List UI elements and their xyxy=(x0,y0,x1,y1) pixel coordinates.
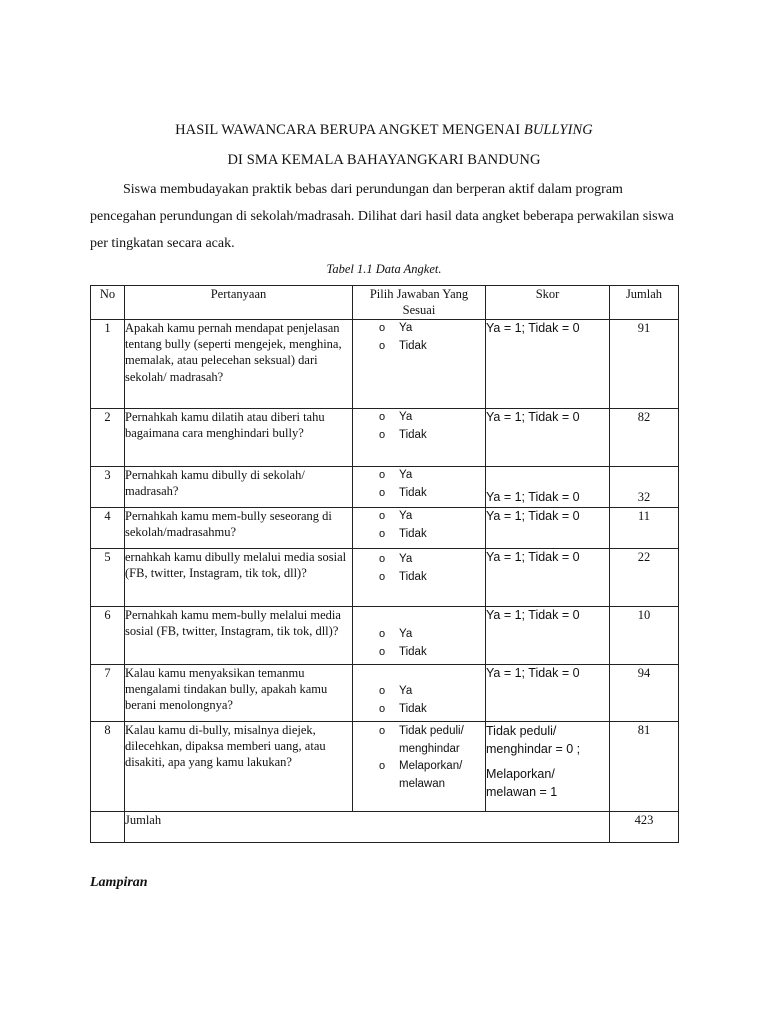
header-total: Jumlah xyxy=(610,286,679,320)
circle-bullet-icon: o xyxy=(379,469,386,481)
option-item: o Tidak xyxy=(353,701,485,719)
row-score: Ya = 1; Tidak = 0 xyxy=(486,409,610,467)
table-row xyxy=(91,320,679,409)
row-question: ernahkah kamu dibully melalui media sosial (FB, twitter, Instagram, tik tok, dll)? xyxy=(125,549,353,607)
title-line1-italic: BULLYING xyxy=(523,122,593,138)
row-number: 8 xyxy=(91,722,125,812)
row-question: Pernahkah kamu mem-bully seseorang di sekolah/madrasahmu? xyxy=(125,508,353,549)
option-item: o Melaporkan/ melawan xyxy=(379,760,463,790)
score-line-1: Tidak peduli/ menghindar = 0 ; xyxy=(486,724,581,756)
row-options xyxy=(353,467,486,508)
table-total-row xyxy=(91,812,679,843)
row-total: 11 xyxy=(610,508,679,549)
document-subtitle: DI SMA KEMALA BAHAYANGKARI BANDUNG xyxy=(227,152,541,168)
circle-bullet-icon: o xyxy=(379,428,386,441)
header-score: Skor xyxy=(486,286,610,320)
document-title xyxy=(0,122,768,139)
circle-bullet-icon: o xyxy=(379,702,386,715)
score-line-2: Melaporkan/ melawan = 1 xyxy=(486,767,558,799)
option-item: o Tidak xyxy=(353,569,485,587)
option-item: o Tidak xyxy=(353,644,485,662)
total-empty-cell xyxy=(91,812,125,843)
row-score: Ya = 1; Tidak = 0 xyxy=(486,467,610,508)
row-options xyxy=(353,722,486,812)
table-row xyxy=(91,607,679,665)
circle-bullet-icon: o xyxy=(379,645,386,658)
row-total: 22 xyxy=(610,549,679,607)
row-score: Ya = 1; Tidak = 0 xyxy=(486,549,610,607)
option-item: o Tidak peduli/ menghindar xyxy=(379,725,464,755)
row-total: 32 xyxy=(610,467,679,508)
option-item: o Ya xyxy=(353,409,485,427)
row-score: Ya = 1; Tidak = 0 xyxy=(486,508,610,549)
circle-bullet-icon: o xyxy=(379,725,386,737)
option-item: o Ya xyxy=(353,683,485,701)
total-label: Jumlah xyxy=(125,812,610,843)
row-options xyxy=(353,549,486,607)
table-row xyxy=(91,409,679,467)
circle-bullet-icon: o xyxy=(379,339,386,352)
row-total: 94 xyxy=(610,665,679,722)
circle-bullet-icon: o xyxy=(379,322,386,334)
row-options xyxy=(353,607,486,665)
row-number: 7 xyxy=(91,665,125,722)
row-options xyxy=(353,665,486,722)
option-item: o Ya xyxy=(353,508,485,526)
row-score: Ya = 1; Tidak = 0 xyxy=(486,607,610,665)
title-line1-normal: HASIL WAWANCARA BERUPA ANGKET MENGENAI xyxy=(175,122,524,138)
option-item: o Tidak xyxy=(353,427,485,445)
row-question: Pernahkah kamu dilatih atau diberi tahu bagaimana cara menghindari bully? xyxy=(125,409,353,467)
row-question: Pernahkah kamu dibully di sekolah/ madrasah? xyxy=(125,467,353,508)
table-row xyxy=(91,722,679,812)
option-item: o Tidak xyxy=(353,485,485,503)
row-number: 5 xyxy=(91,549,125,607)
row-question: Kalau kamu di-bully, misalnya diejek, dilecehkan, dipaksa memberi uang, atau disakiti, apa yang kamu lakukan? xyxy=(125,722,353,812)
row-number: 3 xyxy=(91,467,125,508)
header-no: No xyxy=(91,286,125,320)
row-question: Kalau kamu menyaksikan temanmu mengalami tindakan bully, apakah kamu berani menolongnya? xyxy=(125,665,353,722)
table-row xyxy=(91,549,679,607)
circle-bullet-icon: o xyxy=(379,553,386,565)
circle-bullet-icon: o xyxy=(379,527,386,540)
circle-bullet-icon: o xyxy=(379,760,386,772)
total-value: 423 xyxy=(610,812,679,843)
row-question: Pernahkah kamu mem-bully melalui media sosial (FB, twitter, Instagram, tik tok, dll)? xyxy=(125,607,353,665)
row-total: 91 xyxy=(610,320,679,409)
row-total: 81 xyxy=(610,722,679,812)
circle-bullet-icon: o xyxy=(379,486,386,499)
row-question: Apakah kamu pernah mendapat penjelasan tentang bully (seperti mengejek, menghina, memalak, atau pelecehan seksual) dari sekolah/ madrasah? xyxy=(125,320,353,409)
option-item: o Ya xyxy=(353,551,485,569)
table-header-row xyxy=(91,286,679,320)
row-number: 6 xyxy=(91,607,125,665)
row-score xyxy=(486,722,610,812)
table-row xyxy=(91,665,679,722)
row-number: 4 xyxy=(91,508,125,549)
circle-bullet-icon: o xyxy=(379,628,386,640)
row-total: 10 xyxy=(610,607,679,665)
circle-bullet-icon: o xyxy=(379,570,386,583)
lampiran-heading: Lampiran xyxy=(90,875,148,890)
row-score: Ya = 1; Tidak = 0 xyxy=(486,665,610,722)
table-row xyxy=(91,467,679,508)
row-options xyxy=(353,508,486,549)
row-options xyxy=(353,409,486,467)
row-number: 2 xyxy=(91,409,125,467)
intro-paragraph: Siswa membudayakan praktik bebas dari perundungan dan berperan aktif dalam program pencegahan perundungan di sekolah/madrasah. Dilihat dari hasil data angket beberapa perwakilan siswa per tingkatan secara acak. xyxy=(90,182,674,251)
option-item: o Ya xyxy=(353,320,485,338)
option-item: o Ya xyxy=(353,626,485,644)
row-total: 82 xyxy=(610,409,679,467)
circle-bullet-icon: o xyxy=(379,411,386,423)
option-item: o Tidak xyxy=(353,338,485,356)
row-options xyxy=(353,320,486,409)
option-item: o Tidak xyxy=(353,526,485,544)
circle-bullet-icon: o xyxy=(379,685,386,697)
survey-table xyxy=(90,285,679,843)
table-row xyxy=(91,508,679,549)
option-item: o Ya xyxy=(353,467,485,485)
table-caption: Tabel 1.1 Data Angket. xyxy=(326,262,442,276)
header-question: Pertanyaan xyxy=(125,286,353,320)
circle-bullet-icon: o xyxy=(379,510,386,522)
row-number: 1 xyxy=(91,320,125,409)
header-answer: Pilih Jawaban Yang Sesuai xyxy=(353,286,486,320)
row-score: Ya = 1; Tidak = 0 xyxy=(486,320,610,409)
